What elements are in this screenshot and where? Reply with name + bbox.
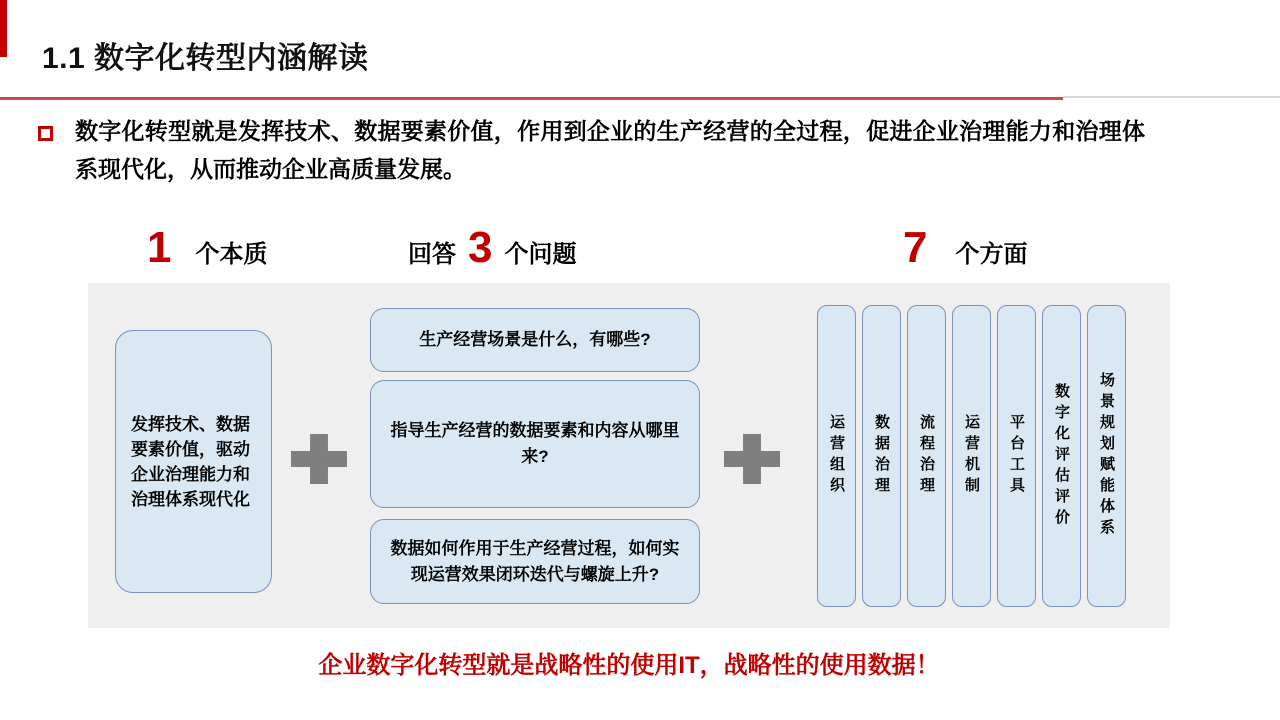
questions-prefix: 回答	[408, 241, 456, 268]
question-box-2: 指导生产经营的数据要素和内容从哪里来?	[370, 380, 700, 508]
questions-label: 个问题	[504, 241, 577, 268]
section-header-aspects	[903, 223, 1028, 272]
aspects-count: 7	[903, 223, 928, 272]
aspect-box-6: 数字化评估评价	[1042, 305, 1081, 607]
title-divider-red	[0, 97, 1063, 100]
aspect-box-7: 场景规划赋能体系	[1087, 305, 1126, 607]
title-divider-gray	[1063, 96, 1280, 98]
question-box-1: 生产经营场景是什么，有哪些?	[370, 308, 700, 372]
diagram-panel	[88, 283, 1170, 628]
aspect-box-2: 数据治理	[862, 305, 901, 607]
bullet-square-icon	[38, 126, 53, 141]
plus-icon	[724, 434, 780, 484]
footer-statement: 企业数字化转型就是战略性的使用IT，战略性的使用数据！	[318, 652, 940, 679]
essence-count: 1	[147, 223, 172, 272]
essence-label: 个本质	[195, 241, 268, 268]
section-header-essence	[147, 223, 268, 272]
aspect-box-4: 运营机制	[952, 305, 991, 607]
aspects-group	[817, 305, 1126, 607]
page-title: 1.1 数字化转型内涵解读	[42, 42, 369, 75]
questions-count: 3	[468, 223, 493, 272]
corner-accent-bar	[0, 0, 7, 57]
aspects-label: 个方面	[955, 241, 1028, 268]
aspect-box-3: 流程治理	[907, 305, 946, 607]
essence-box: 发挥技术、数据要素价值，驱动企业治理能力和治理体系现代化	[115, 330, 272, 593]
plus-icon	[291, 434, 347, 484]
aspect-box-5: 平台工具	[997, 305, 1036, 607]
section-header-questions	[408, 223, 577, 272]
bullet-text: 数字化转型就是发挥技术、数据要素价值，作用到企业的生产经营的全过程，促进企业治理能力和治理体系现代化，从而推动企业高质量发展。	[75, 118, 1145, 182]
question-box-3: 数据如何作用于生产经营过程，如何实现运营效果闭环迭代与螺旋上升?	[370, 519, 700, 604]
aspect-box-1: 运营组织	[817, 305, 856, 607]
